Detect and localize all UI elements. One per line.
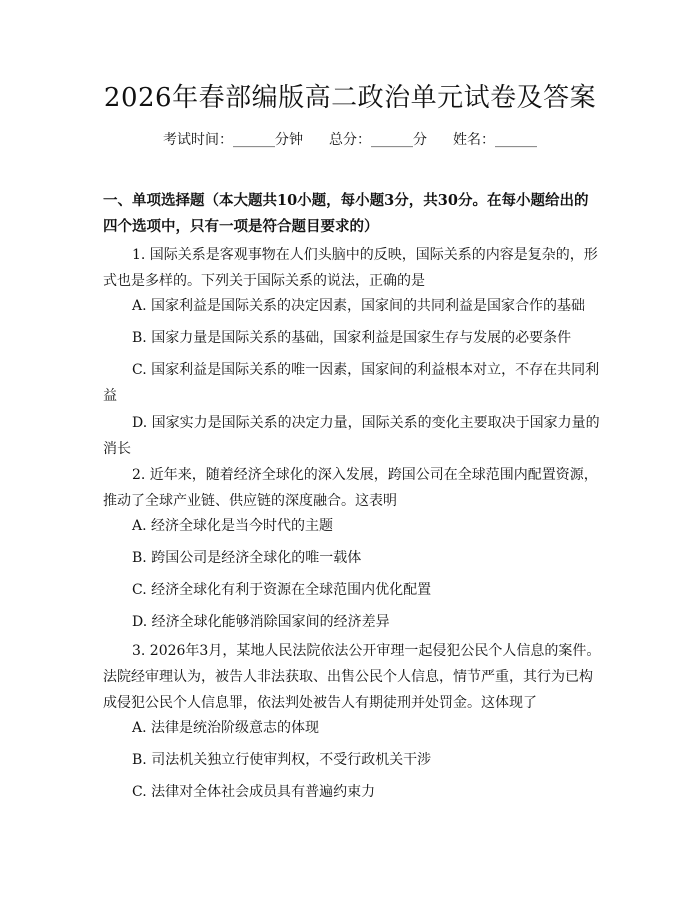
question-2-option-a: A. 经济全球化是当今时代的主题 (132, 518, 334, 534)
section-heading: 一、单项选择题（本大题共10小题，每小题3分，共30分。在每小题给出的四个选项中，只有一项是符合题目要求的） (103, 192, 589, 235)
question-2-option-d: D. 经济全球化能够消除国家间的经济差异 (132, 614, 390, 630)
question-1-option-d: D. 国家实力是国际关系的决定力量，国际关系的变化主要取决于国家力量的消长 (103, 415, 600, 457)
exam-time-field: 考试时间：______分钟 (163, 132, 303, 148)
question-3-option-a: A. 法律是统治阶级意志的体现 (132, 720, 320, 736)
exam-title: 2026年春部编版高二政治单元试卷及答案 (103, 83, 597, 113)
question-1-stem: 1. 国际关系是客观事物在人们头脑中的反映，国际关系的内容是复杂的，形式也是多样的。下列关于国际关系的说法，正确的是 (103, 247, 598, 289)
question-3-stem: 3. 2026年3月，某地人民法院依法公开审理一起侵犯公民个人信息的案件。法院经审理认为，被告人非法获取、出售公民个人信息，情节严重，其行为已构成侵犯公民个人信息罪，依法判处被告人有期徒刑并处罚金。这体现了 (103, 643, 601, 711)
exam-score-field: 总分：______分 (329, 132, 427, 148)
question-1-option-a: A. 国家利益是国际关系的决定因素，国家间的共同利益是国家合作的基础 (132, 298, 586, 314)
question-1-option-b: B. 国家力量是国际关系的基础，国家利益是国家生存与发展的必要条件 (132, 330, 572, 346)
exam-meta (0, 128, 700, 152)
question-3-option-b: B. 司法机关独立行使审判权，不受行政机关干涉 (132, 752, 432, 768)
exam-name-field: 姓名：______ (453, 132, 537, 148)
question-2-option-c: C. 经济全球化有利于资源在全球范围内优化配置 (132, 582, 432, 598)
question-2-option-b: B. 跨国公司是经济全球化的唯一载体 (132, 550, 362, 566)
question-3-option-c: C. 法律对全体社会成员具有普遍约束力 (132, 784, 376, 800)
question-2-stem: 2. 近年来，随着经济全球化的深入发展，跨国公司在全球范围内配置资源，推动了全球产业链、供应链的深度融合。这表明 (103, 467, 598, 509)
question-1-option-c: C. 国家利益是国际关系的唯一因素，国家间的利益根本对立，不存在共同利益 (103, 362, 600, 404)
